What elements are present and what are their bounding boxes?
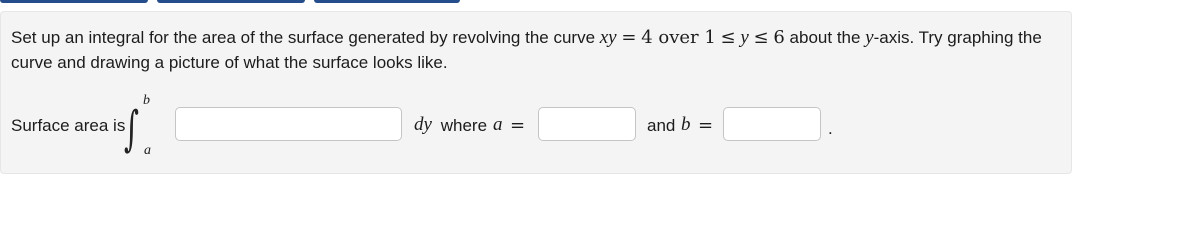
where-label: where — [436, 116, 492, 135]
b-equals: = — [698, 115, 714, 136]
nav-tab-1[interactable] — [0, 0, 148, 3]
answer-row — [11, 93, 1061, 159]
a-variable: a — [493, 114, 503, 135]
surface-area-label: Surface area is — [11, 116, 126, 135]
and-label: and — [647, 116, 681, 135]
dy-label: dy — [414, 114, 432, 135]
nav-tab-2[interactable] — [157, 0, 305, 3]
upper-limit: b — [143, 93, 150, 108]
a-equals: = — [510, 115, 526, 136]
b-value-input[interactable] — [723, 107, 821, 141]
integral-sign-icon: ∫ — [124, 101, 140, 157]
integrand-input[interactable] — [175, 107, 402, 141]
integral-expression — [118, 93, 158, 159]
question-text: Set up an integral for the area of the surface generated by revolving the curve xy = 4 over 1 ≤ y ≤ 6 about the y-axis. Try graphing the curve and drawing a picture of what the surface looks like. — [11, 27, 1042, 72]
nav-tab-3[interactable] — [314, 0, 460, 3]
question-panel — [0, 11, 1072, 174]
a-value-input[interactable] — [538, 107, 636, 141]
b-variable: b — [681, 114, 691, 135]
lower-limit: a — [144, 143, 151, 158]
eq-variable: xy — [599, 27, 617, 48]
end-period: . — [828, 119, 833, 138]
